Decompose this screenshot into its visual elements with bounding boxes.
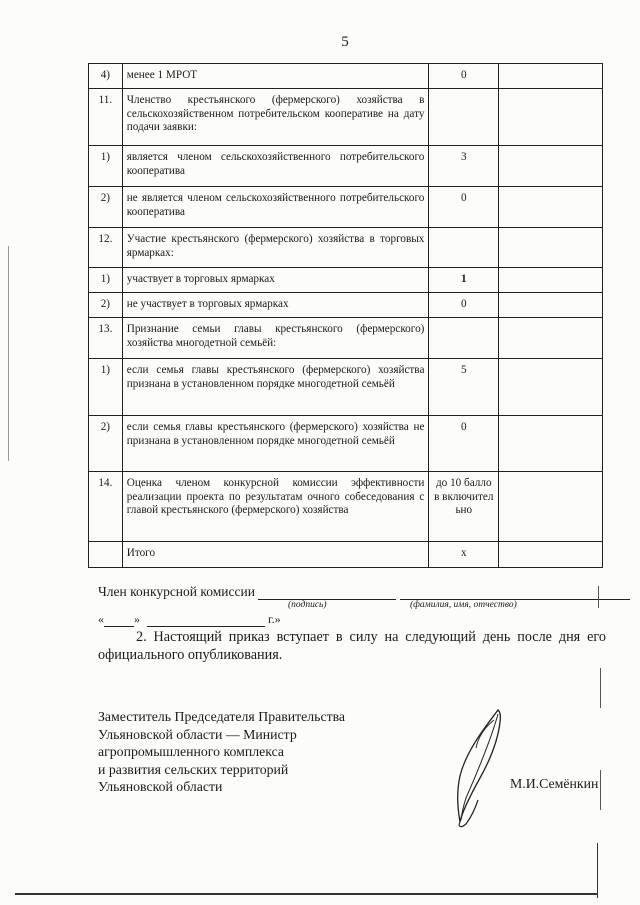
row-criterion: является членом сельскохозяйственного потребительского кооператива	[122, 146, 429, 187]
signatory-title-line: агропромышленного комплекса	[98, 744, 284, 759]
scan-edge-mark	[600, 770, 601, 810]
row-criterion: Итого	[122, 542, 429, 568]
row-criterion: менее 1 МРОТ	[122, 64, 429, 89]
row-empty-cell	[499, 89, 603, 146]
row-empty-cell	[499, 318, 603, 359]
signatory-title-line: Ульяновской области — Министр	[98, 726, 297, 742]
table-row	[89, 89, 603, 146]
row-number: 14.	[89, 472, 123, 542]
row-number: 4)	[89, 64, 123, 89]
row-criterion: не участвует в торговых ярмарках	[122, 293, 429, 318]
signatory-title-line: и развития сельских территорий	[98, 761, 289, 777]
table-row	[89, 146, 603, 187]
row-score: 0	[429, 293, 499, 318]
row-number: 1)	[89, 359, 123, 416]
scan-edge-mark	[597, 843, 598, 898]
signature-hint: (подпись)	[288, 600, 327, 610]
month-year-blank	[147, 626, 265, 627]
table-row	[89, 187, 603, 228]
row-number: 12.	[89, 228, 123, 268]
table-row	[89, 268, 603, 293]
year-suffix: г.»	[268, 612, 281, 626]
row-score: 5	[429, 359, 499, 416]
row-score: 3	[429, 146, 499, 187]
row-number	[89, 542, 123, 568]
signatory-title-line: Ульяновской области	[98, 779, 223, 794]
signatory-name: М.И.Семёнкин	[510, 776, 599, 791]
full-name-hint: (фамилия, имя, отчество)	[410, 600, 517, 610]
row-score: до 10 баллов включительно	[429, 472, 499, 542]
table-row	[89, 228, 603, 268]
row-criterion: участвует в торговых ярмарках	[122, 268, 429, 293]
row-number: 1)	[89, 146, 123, 187]
row-empty-cell	[499, 268, 603, 293]
row-score: x	[429, 542, 499, 568]
row-criterion: Признание семьи главы крестьянского (фермерского) хозяйства многодетной семьёй:	[122, 318, 429, 359]
row-criterion: если семья главы крестьянского (фермерского) хозяйства не признана в установленном порядке многодетной семьёй	[122, 416, 429, 472]
row-empty-cell	[499, 542, 603, 568]
row-criterion: Участие крестьянского (фермерского) хозяйства в торговых ярмарках:	[122, 228, 429, 268]
row-empty-cell	[499, 293, 603, 318]
table-row	[89, 472, 603, 542]
date-close-quote: »	[134, 612, 140, 626]
scan-edge-mark	[600, 668, 601, 708]
row-number: 13.	[89, 318, 123, 359]
row-number: 2)	[89, 293, 123, 318]
table-row	[89, 542, 603, 568]
paragraph-effective-date: 2. Настоящий приказ вступает в силу на следующий день после дня его официального опубликования.	[98, 629, 606, 663]
row-score	[429, 228, 499, 268]
signature-blank	[258, 599, 396, 600]
row-empty-cell	[499, 472, 603, 542]
row-criterion: Членство крестьянского (фермерского) хозяйства в сельскохозяйственном потребительском кооперативе на дату подачи заявки:	[122, 89, 429, 146]
row-criterion: Оценка членом конкурсной комиссии эффективности реализации проекта по результатам очного собеседования с главой крестьянского (фермерского) хозяйства	[122, 472, 429, 542]
row-empty-cell	[499, 146, 603, 187]
row-criterion: если семья главы крестьянского (фермерского) хозяйства признана в установленном порядке многодетной семьёй	[122, 359, 429, 416]
page-number: 5	[341, 34, 349, 50]
table-row	[89, 64, 603, 89]
row-number: 1)	[89, 268, 123, 293]
row-score: 0	[429, 64, 499, 89]
handwritten-signature	[436, 706, 526, 830]
day-blank	[104, 626, 134, 627]
criteria-table	[88, 63, 603, 568]
row-criterion: не является членом сельскохозяйственного потребительского кооператива	[122, 187, 429, 228]
table-row	[89, 318, 603, 359]
row-score	[429, 89, 499, 146]
row-empty-cell	[499, 228, 603, 268]
row-score: 1	[429, 268, 499, 293]
row-number: 2)	[89, 416, 123, 472]
table-row	[89, 359, 603, 416]
scan-edge-mark	[8, 246, 9, 461]
signatory-title	[98, 708, 345, 796]
row-empty-cell	[499, 416, 603, 472]
scan-edge-mark	[598, 586, 599, 608]
row-score	[429, 318, 499, 359]
scan-bottom-edge	[15, 893, 598, 895]
date-open-quote: «	[98, 612, 104, 626]
signatory-title-line: Заместитель Председателя Правительства	[98, 709, 346, 724]
row-score: 0	[429, 187, 499, 228]
commission-member-line	[98, 584, 630, 600]
row-score: 0	[429, 416, 499, 472]
commission-member-label: Член конкурсной комиссии	[98, 584, 255, 599]
date-line	[98, 612, 281, 627]
row-number: 2)	[89, 187, 123, 228]
row-number: 11.	[89, 89, 123, 146]
row-empty-cell	[499, 64, 603, 89]
table-row	[89, 293, 603, 318]
row-empty-cell	[499, 359, 603, 416]
table-row	[89, 416, 603, 472]
row-empty-cell	[499, 187, 603, 228]
